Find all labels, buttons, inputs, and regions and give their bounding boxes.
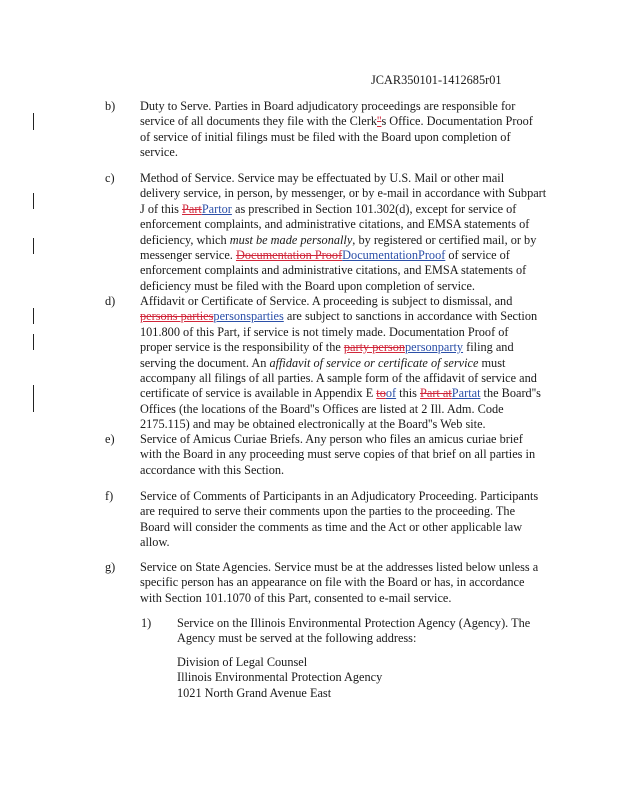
text-run: Affidavit or Certificate of Service. A proceeding is subject to dismissal, and (140, 294, 513, 308)
text-run: Service on State Agencies. Service must be at the addresses listed below unless a (140, 560, 539, 574)
paragraph-body (140, 99, 533, 161)
text-run: service. (140, 145, 178, 160)
text-line (140, 114, 533, 129)
text-run: specific person has an appearance on file with the Board or has, in accordance (140, 575, 525, 590)
text-run: accordance with this Section. (140, 462, 285, 477)
address-body (177, 655, 382, 701)
text-line (177, 616, 530, 631)
text-run: service of all documents they file with the Clerk (140, 114, 377, 129)
text-run: serving the document. An (140, 355, 270, 370)
text-run: enforcement complaints, and administrative citations, and EMSA statements of (140, 217, 530, 232)
text-line (140, 520, 538, 535)
deleted-text: to (376, 386, 386, 401)
text-line (140, 504, 538, 519)
text-line (140, 402, 541, 417)
italic-text: affidavit of service or certificate of service (269, 355, 479, 370)
paragraph-body (140, 171, 546, 294)
text-line (140, 145, 533, 160)
text-line (140, 575, 538, 590)
text-run: Service of Comments of Participants in an Adjudicatory Proceeding. Participants (140, 489, 539, 503)
text-line (140, 340, 541, 355)
text-line (140, 130, 533, 145)
text-line (140, 279, 546, 294)
text-line (140, 248, 546, 263)
paragraph-label: c) (105, 171, 115, 185)
inserted-text: personparty (405, 340, 464, 355)
text-line (140, 417, 541, 432)
text-run: Service of Amicus Curiae Briefs. Any person who files an amicus curiae brief (140, 432, 523, 446)
text-line (140, 535, 538, 550)
text-run: Method of Service. Service may be effectuated by U.S. Mail or other mail (140, 171, 505, 185)
text-line (140, 489, 538, 504)
inserted-text: personsparties (213, 309, 284, 324)
text-line (177, 655, 382, 670)
paragraph-body (140, 294, 541, 433)
text-run: 1021 North Grand Avenue East (177, 685, 332, 700)
text-line (140, 356, 541, 371)
text-run: filing and (463, 340, 514, 355)
deleted-text: persons parties (140, 309, 214, 324)
text-run: Illinois Environmental Protection Agency (177, 670, 383, 685)
text-run: with Section 101.1070 of this Part, consented to e-mail service. (140, 590, 452, 605)
text-run: s Office. Documentation Proof (381, 114, 533, 129)
deleted-text: Part (182, 201, 202, 216)
paragraph-label: f) (105, 489, 114, 503)
text-line (140, 309, 541, 324)
text-line (140, 447, 535, 462)
paragraph-label: e) (105, 432, 115, 446)
paragraph-body (140, 489, 538, 551)
text-run: proper service is the responsibility of the (140, 340, 344, 355)
deleted-text: Part at (420, 386, 452, 401)
text-line (140, 233, 546, 248)
inserted-text: DocumentationProof (342, 247, 446, 262)
text-run: Service on the Illinois Environmental Protection Agency (Agency). The (177, 616, 531, 630)
paragraph-label: b) (105, 99, 116, 113)
deleted-text: '' (377, 114, 382, 129)
text-line (177, 686, 382, 701)
deleted-text: Documentation Proof (235, 247, 343, 262)
inserted-text: of (385, 386, 397, 401)
text-run: delivery service, in person, by messenger, or by e-mail in accordance with Subpart (140, 186, 547, 201)
change-bar (33, 238, 34, 254)
change-bar (33, 334, 34, 350)
text-run: Duty to Serve. Parties in Board adjudicatory proceedings are responsible for (140, 99, 516, 113)
text-run: deficiency, which (140, 232, 230, 247)
text-run: as prescribed in Section 101.302(d), except for service of (231, 201, 517, 216)
text-line (140, 171, 546, 186)
text-run: deficiency must be filed with the Board upon completion of service. (140, 278, 475, 293)
text-run: are required to serve their comments upon the parties to the proceeding. The (140, 504, 516, 519)
paragraph-body (140, 432, 535, 478)
document-id-header: JCAR350101-1412685r01 (371, 73, 502, 87)
text-line (140, 386, 541, 401)
text-run: are subject to sanctions in accordance with Section (283, 309, 538, 324)
text-line (140, 371, 541, 386)
text-line (177, 631, 530, 646)
text-run: this (396, 386, 421, 401)
change-bar (33, 193, 34, 209)
text-run: with the Board in any proceeding must serve copies of that brief on all parties in (140, 447, 536, 462)
text-line (140, 217, 546, 232)
paragraph-body (140, 560, 538, 606)
text-line (140, 591, 538, 606)
text-line (140, 99, 533, 114)
italic-text: must be made personally (229, 232, 353, 247)
text-run: Agency must be served at the following address: (177, 631, 417, 646)
text-run: 101.800 of this Part, if service is not timely made. Documentation Proof of (140, 324, 509, 339)
paragraph-label: d) (105, 294, 116, 308)
text-run: enforcement complaints and administrative citations, and EMSA statements of (140, 263, 527, 278)
text-line (140, 263, 546, 278)
change-bar (33, 385, 34, 412)
text-run: Division of Legal Counsel (177, 655, 308, 669)
text-line (140, 294, 541, 309)
text-run: messenger service. (140, 247, 236, 262)
text-line (140, 432, 535, 447)
text-run: certificate of service is available in Appendix E (140, 386, 377, 401)
text-run: of service of initial filings must be filed with the Board upon completion of (140, 129, 511, 144)
text-run: the Board''s (480, 386, 541, 401)
paragraph-label: 1) (141, 616, 152, 630)
inserted-text: Partat (451, 386, 481, 401)
text-line (140, 325, 541, 340)
text-line (140, 186, 546, 201)
inserted-text: Partor (201, 201, 232, 216)
text-line (177, 670, 382, 685)
text-line (140, 463, 535, 478)
text-run: 2175.115) and may be obtained electronically at the Board''s Web site. (140, 417, 486, 432)
text-run: J of this (140, 201, 183, 216)
text-run: Board will consider the comments as time and the Act or other applicable law (140, 519, 523, 534)
paragraph-label: g) (105, 560, 116, 574)
deleted-text: party person (343, 340, 405, 355)
change-bar (33, 113, 34, 130)
text-run: must (478, 355, 506, 370)
paragraph-body (177, 616, 530, 647)
text-run: allow. (140, 535, 170, 550)
text-line (140, 560, 538, 575)
change-bar (33, 308, 34, 324)
text-run: , by registered or certified mail, or by (352, 232, 537, 247)
text-run: of service of (445, 247, 510, 262)
text-run: accompany all filings of all parties. A sample form of the affidavit of service and (140, 370, 537, 385)
text-line (140, 202, 546, 217)
text-run: Offices (the locations of the Board''s Offices are listed at 2 Ill. Adm. Code (140, 401, 504, 416)
